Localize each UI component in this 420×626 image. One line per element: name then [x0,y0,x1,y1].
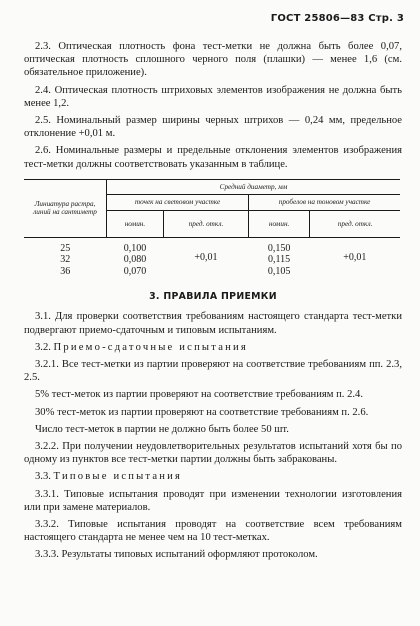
points-nominal-cell: 0,100 [123,242,147,254]
dimensions-table [24,179,400,278]
col-points-nominal-header: номин. [107,210,164,237]
col-points-header: точек на световом участке [107,195,249,211]
gaps-deviation-cell: +0,01 [343,251,367,263]
points-nominal-cell: 0,080 [123,254,147,266]
col-points-deviation-header: пред. откл. [163,210,248,237]
clause-3-2-number: 3.2. [35,341,51,353]
clause-30-percent: 30% тест-меток из партии проверяют на соответствие требованиям п. 2.6. [35,406,369,418]
clause-3-3-3: 3.3.3. Результаты типовых испытаний оформляют протоколом. [35,549,318,561]
col-lineature-header: Линиатура растра, линий на сантиметр [24,179,107,237]
col-gaps-header: пробелов на тоновом участке [249,195,400,211]
clause-2-5: 2.5. Номинальный размер ширины черных штрихов — 0,24 мм, предельное отклонение +0,01 м. [24,115,402,140]
clause-3-3-number: 3.3. [35,471,51,483]
section-title: 3. ПРАВИЛА ПРИЕМКИ [149,291,277,303]
clause-3-3 [24,470,402,483]
lineature-cell: 25 [60,242,71,254]
col-gaps-deviation-header: пред. откл. [310,210,400,237]
clause-3-2-1: 3.2.1. Все тест-метки из партии проверяют на соответствие требованиям пп. 2.3, 2.5. [24,358,402,384]
clause-3-2 [24,341,402,354]
clause-3-1: 3.1. Для проверки соответствия требованиям настоящего стандарта тест-метки подвергают приемо-сдаточным и типовым испытаниям. [24,311,402,336]
gaps-nominal-cell: 0,105 [267,265,291,277]
document-body [24,40,402,562]
clause-3-3-2: 3.3.2. Типовые испытания проводят на соответствие всем требованиям настоящего стандарта не менее чем на 10 тест-метках. [24,518,402,544]
clause-3-2-2: 3.2.2. При получении неудовлетворительных результатов испытаний хотя бы по одному из пунктов все тест-метки партии должны быть забракованы. [24,440,402,466]
col-mean-diameter-header: Средний диаметр, мм [107,179,401,195]
gaps-nominal-cell: 0,150 [267,242,291,254]
clause-2-4: 2.4. Оптическая плотность штриховых элементов изображения не должна быть менее 1,2. [24,84,402,109]
lineature-cell: 32 [60,254,71,266]
clause-2-3: 2.3. Оптическая плотность фона тест-метки не должна быть более 0,07, оптическая плотность сплошного черного поля (плашки) — менее 1,6 (см. обязательное приложение). [24,41,402,79]
table-row [24,237,400,254]
clause-2-6: 2.6. Номинальные размеры и предельные отклонения элементов изображения тест-метки должны соответствовать указанным в таблице. [24,145,402,170]
clause-3-3-title: Типовые испытания [53,471,183,483]
gaps-nominal-cell: 0,115 [268,254,291,266]
clause-5-percent: 5% тест-меток из партии проверяют на соответствие требованиям п. 2.4. [35,389,363,401]
clause-batch-count: Число тест-меток в партии не должно быть более 50 шт. [35,423,289,435]
points-nominal-cell: 0,070 [123,265,147,277]
points-deviation-cell: +0,01 [194,251,218,263]
page-header: ГОСТ 25806—83 Стр. 3 [270,13,404,24]
col-gaps-nominal-header: номин. [249,210,310,237]
lineature-cell: 36 [60,265,71,277]
clause-3-2-title: Приемо-сдаточные испытания [53,341,248,353]
clause-3-3-1: 3.3.1. Типовые испытания проводят при изменении технологии изготовления или при замене материалов. [24,488,402,513]
